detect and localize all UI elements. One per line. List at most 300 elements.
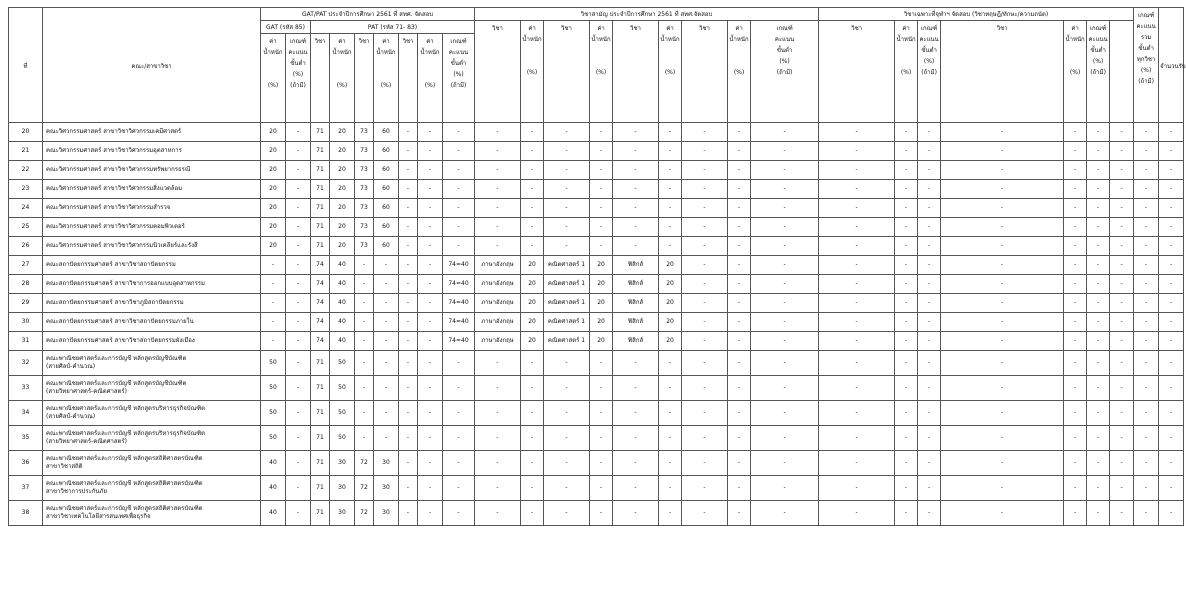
table-cell: - — [475, 501, 521, 526]
table-cell: 71 — [311, 401, 330, 426]
table-cell: - — [941, 351, 1064, 376]
table-cell: 50 — [330, 401, 355, 426]
table-cell: - — [1110, 199, 1134, 218]
table-row — [9, 180, 1184, 199]
table-cell: - — [475, 351, 521, 376]
table-cell: - — [355, 275, 374, 294]
table-cell: - — [728, 332, 751, 351]
table-cell: - — [751, 180, 819, 199]
table-cell: 71 — [311, 451, 330, 476]
table-cell: - — [1110, 476, 1134, 501]
table-cell: - — [751, 501, 819, 526]
table-cell: - — [682, 180, 728, 199]
table-cell: - — [819, 142, 895, 161]
row-number: 20 — [9, 123, 43, 142]
table-cell: - — [895, 401, 918, 426]
table-cell: 50 — [330, 426, 355, 451]
table-cell: - — [819, 275, 895, 294]
table-cell: - — [819, 180, 895, 199]
program-name — [43, 401, 261, 426]
table-cell: - — [1134, 199, 1159, 218]
table-cell: - — [1134, 351, 1159, 376]
table-cell: - — [728, 142, 751, 161]
table-cell: - — [544, 501, 590, 526]
table-cell: 40 — [330, 332, 355, 351]
row-number: 32 — [9, 351, 43, 376]
table-cell: - — [443, 142, 475, 161]
table-cell: - — [659, 501, 682, 526]
table-cell: - — [1134, 401, 1159, 426]
group-header-special-subjects: วิชาเฉพาะที่จุฬาฯ จัดสอบ (วิชาทฤษฎี/ทักษะ/ความถนัด) — [819, 8, 1134, 21]
table-cell: - — [613, 476, 659, 501]
program-name-line: คณะวิศวกรรมศาสตร์ สาขาวิชาวิศวกรรมคอมพิวเตอร์ — [46, 223, 185, 230]
table-cell: - — [1159, 142, 1184, 161]
table-cell: - — [895, 142, 918, 161]
table-cell: - — [613, 142, 659, 161]
table-cell: - — [728, 199, 751, 218]
table-cell: - — [475, 142, 521, 161]
col-header-weight: ค่า น้ำหนัก (%) — [1064, 21, 1087, 123]
table-cell: - — [286, 256, 311, 275]
table-cell: - — [286, 376, 311, 401]
table-cell: 71 — [311, 237, 330, 256]
table-row — [9, 401, 1184, 426]
table-cell: - — [443, 451, 475, 476]
table-cell: 40 — [261, 501, 286, 526]
table-cell: 20 — [659, 294, 682, 313]
table-cell: - — [418, 501, 443, 526]
table-cell: - — [941, 180, 1064, 199]
table-cell: - — [443, 161, 475, 180]
table-cell: - — [659, 161, 682, 180]
table-cell: - — [418, 237, 443, 256]
table-cell: - — [1110, 401, 1134, 426]
table-cell: - — [418, 401, 443, 426]
table-cell: - — [590, 426, 613, 451]
table-cell: - — [613, 426, 659, 451]
table-cell: - — [918, 401, 941, 426]
col-header-subject: วิชา — [941, 21, 1064, 123]
table-cell: - — [521, 161, 544, 180]
table-cell: - — [1134, 142, 1159, 161]
row-number: 31 — [9, 332, 43, 351]
table-cell: - — [374, 313, 399, 332]
table-cell: - — [1087, 199, 1110, 218]
program-name — [43, 451, 261, 476]
table-cell: - — [475, 376, 521, 401]
table-cell: - — [374, 401, 399, 426]
table-cell: - — [659, 180, 682, 199]
table-cell: - — [475, 123, 521, 142]
table-cell: - — [590, 476, 613, 501]
table-cell: - — [544, 142, 590, 161]
table-cell: - — [1134, 313, 1159, 332]
table-cell: - — [1134, 161, 1159, 180]
table-cell: - — [443, 376, 475, 401]
table-cell: - — [1064, 123, 1087, 142]
table-cell: - — [399, 294, 418, 313]
table-cell: 20 — [330, 218, 355, 237]
table-cell: 20 — [659, 313, 682, 332]
table-cell: 20 — [261, 237, 286, 256]
table-cell: 60 — [374, 218, 399, 237]
table-cell: 20 — [261, 218, 286, 237]
table-cell: - — [1064, 142, 1087, 161]
row-number: 35 — [9, 426, 43, 451]
table-cell: - — [1134, 294, 1159, 313]
program-name-line: สาขาวิชาสถิติ — [46, 463, 83, 470]
table-cell: 72 — [355, 451, 374, 476]
table-cell: - — [751, 451, 819, 476]
table-cell: - — [1159, 294, 1184, 313]
subgroup-header-gat: GAT (รหัส 85) — [261, 21, 311, 34]
table-cell: - — [399, 451, 418, 476]
table-cell: - — [682, 237, 728, 256]
table-cell: - — [941, 476, 1064, 501]
table-cell: - — [418, 376, 443, 401]
program-name-line: คณะวิศวกรรมศาสตร์ สาขาวิชาวิศวกรรมสิ่งแวดล้อม — [46, 185, 183, 192]
table-cell: - — [682, 142, 728, 161]
table-cell: - — [1064, 451, 1087, 476]
table-cell: 30 — [374, 476, 399, 501]
table-cell: 71 — [311, 476, 330, 501]
table-cell: - — [1159, 451, 1184, 476]
table-cell: - — [418, 161, 443, 180]
subgroup-header-pat: PAT (รหัส 71- 83) — [311, 21, 475, 34]
col-header-total-min-score: เกณฑ์ คะแนน รวม ขั้นต่ำ ทุกวิชา (%) (ถ้ามี) — [1134, 8, 1159, 123]
table-cell: - — [475, 199, 521, 218]
program-name — [43, 237, 261, 256]
program-name — [43, 332, 261, 351]
table-cell: - — [819, 237, 895, 256]
program-name-line: (สายศิลป์-คำนวณ) — [46, 363, 96, 370]
table-cell: 20 — [659, 256, 682, 275]
row-number: 24 — [9, 199, 43, 218]
table-cell: - — [895, 180, 918, 199]
table-cell: - — [399, 237, 418, 256]
table-cell: - — [1159, 426, 1184, 451]
table-cell: 40 — [330, 294, 355, 313]
table-cell: - — [918, 426, 941, 451]
table-cell: - — [521, 476, 544, 501]
table-cell: - — [895, 199, 918, 218]
table-cell: - — [751, 199, 819, 218]
table-cell: - — [895, 237, 918, 256]
program-name-line: คณะสถาปัตยกรรมศาสตร์ สาขาวิชาสถาปัตยกรรม — [46, 261, 176, 268]
table-cell: คณิตศาสตร์ 1 — [544, 275, 590, 294]
table-cell: - — [1134, 476, 1159, 501]
table-cell: - — [443, 501, 475, 526]
program-name-line: คณะวิศวกรรมศาสตร์ สาขาวิชาวิศวกรรมทรัพยากรธรณี — [46, 166, 191, 173]
table-cell: - — [355, 426, 374, 451]
table-row — [9, 256, 1184, 275]
table-cell: - — [941, 376, 1064, 401]
table-cell: 71 — [311, 142, 330, 161]
col-header-min-score: เกณฑ์ คะแนน ขั้นต่ำ (%) (ถ้ามี) — [286, 34, 311, 123]
table-cell: 71 — [311, 199, 330, 218]
table-cell: - — [819, 218, 895, 237]
table-cell: - — [728, 426, 751, 451]
table-cell: 20 — [590, 313, 613, 332]
table-cell: 74 — [311, 294, 330, 313]
table-cell: - — [399, 313, 418, 332]
table-cell: - — [918, 313, 941, 332]
table-cell: - — [399, 401, 418, 426]
table-cell: 60 — [374, 142, 399, 161]
table-cell: - — [1087, 180, 1110, 199]
table-cell: - — [544, 180, 590, 199]
table-cell: - — [682, 123, 728, 142]
table-cell: - — [613, 218, 659, 237]
table-cell: - — [399, 256, 418, 275]
table-cell: - — [1064, 401, 1087, 426]
table-cell: - — [1159, 180, 1184, 199]
table-cell: - — [682, 313, 728, 332]
table-cell: - — [819, 351, 895, 376]
table-cell: 50 — [330, 376, 355, 401]
table-cell: - — [941, 142, 1064, 161]
table-cell: 74 — [311, 275, 330, 294]
table-cell: 40 — [261, 451, 286, 476]
table-cell: 73 — [355, 237, 374, 256]
table-cell: - — [751, 294, 819, 313]
table-cell: - — [728, 451, 751, 476]
table-cell: - — [544, 161, 590, 180]
table-cell: - — [941, 451, 1064, 476]
table-cell: - — [941, 294, 1064, 313]
col-header-subject: วิชา — [819, 21, 895, 123]
table-cell: 71 — [311, 376, 330, 401]
table-cell: 30 — [330, 501, 355, 526]
table-cell: - — [399, 351, 418, 376]
table-cell: - — [355, 332, 374, 351]
table-cell: - — [443, 476, 475, 501]
table-cell: - — [1159, 161, 1184, 180]
col-header-weight: ค่า น้ำหนัก (%) — [330, 34, 355, 123]
table-cell: - — [590, 451, 613, 476]
table-cell: - — [286, 476, 311, 501]
table-cell: 40 — [330, 313, 355, 332]
table-cell: - — [728, 476, 751, 501]
table-cell: - — [728, 161, 751, 180]
table-cell: คณิตศาสตร์ 1 — [544, 256, 590, 275]
table-cell: - — [418, 218, 443, 237]
table-cell: - — [895, 451, 918, 476]
table-cell: - — [918, 161, 941, 180]
admission-criteria-sheet — [8, 7, 1186, 526]
row-number: 30 — [9, 313, 43, 332]
table-cell: ฟิสิกส์ — [613, 294, 659, 313]
table-cell: - — [1110, 256, 1134, 275]
table-cell: - — [682, 275, 728, 294]
table-cell: - — [399, 376, 418, 401]
table-cell: - — [751, 142, 819, 161]
table-cell: - — [941, 332, 1064, 351]
table-cell: - — [590, 376, 613, 401]
table-cell: - — [1064, 199, 1087, 218]
table-cell: 20 — [261, 180, 286, 199]
table-cell: - — [751, 351, 819, 376]
table-cell: - — [895, 313, 918, 332]
table-cell: - — [590, 237, 613, 256]
table-cell: 50 — [261, 426, 286, 451]
table-cell: - — [590, 123, 613, 142]
table-cell: - — [819, 161, 895, 180]
table-cell: - — [613, 376, 659, 401]
table-cell: 30 — [374, 501, 399, 526]
table-cell: 71 — [311, 123, 330, 142]
table-cell: - — [751, 123, 819, 142]
program-name — [43, 313, 261, 332]
table-cell: - — [286, 451, 311, 476]
col-header-quota: จำนวนรับ — [1159, 8, 1184, 123]
table-cell: - — [659, 476, 682, 501]
table-cell: 30 — [374, 451, 399, 476]
table-cell: - — [374, 256, 399, 275]
table-cell: - — [682, 161, 728, 180]
table-cell: - — [443, 218, 475, 237]
row-number: 36 — [9, 451, 43, 476]
table-cell: 71 — [311, 501, 330, 526]
col-header-program: คณะ/สาขาวิชา — [43, 8, 261, 123]
table-cell: 50 — [261, 401, 286, 426]
table-cell: 20 — [261, 199, 286, 218]
table-cell: 74=40 — [443, 294, 475, 313]
col-header-subject: วิชา — [475, 21, 521, 123]
table-cell: - — [1134, 218, 1159, 237]
table-cell: - — [728, 218, 751, 237]
table-cell: - — [399, 161, 418, 180]
table-cell: - — [1064, 476, 1087, 501]
table-cell: - — [659, 376, 682, 401]
program-name — [43, 142, 261, 161]
table-cell: 50 — [330, 351, 355, 376]
program-name — [43, 199, 261, 218]
table-cell: 73 — [355, 161, 374, 180]
program-name-line: สาขาวิชาเทคโนโลยีสารสนเทศเพื่อธุรกิจ — [46, 513, 151, 520]
table-cell: - — [1087, 142, 1110, 161]
table-cell: - — [1087, 237, 1110, 256]
table-cell: - — [544, 351, 590, 376]
col-header-weight: ค่า น้ำหนัก (%) — [728, 21, 751, 123]
table-cell: - — [918, 501, 941, 526]
table-cell: 20 — [590, 256, 613, 275]
table-cell: - — [819, 376, 895, 401]
table-cell: 74=40 — [443, 332, 475, 351]
table-cell: - — [399, 332, 418, 351]
table-cell: 20 — [330, 142, 355, 161]
table-cell: 20 — [521, 275, 544, 294]
table-cell: - — [682, 501, 728, 526]
row-number: 27 — [9, 256, 43, 275]
group-header-common-subjects: วิชาสามัญ ประจำปีการศึกษา 2561 ที่ สทศ.จัดสอบ — [475, 8, 819, 21]
table-cell: - — [286, 218, 311, 237]
table-cell: - — [895, 218, 918, 237]
table-cell: - — [286, 275, 311, 294]
program-name-line: คณะพาณิชยศาสตร์และการบัญชี หลักสูตรสถิติศาสตรบัณฑิต — [46, 455, 203, 462]
table-cell: - — [728, 313, 751, 332]
row-number: 28 — [9, 275, 43, 294]
table-cell: - — [819, 501, 895, 526]
table-cell: - — [682, 401, 728, 426]
table-cell: - — [261, 256, 286, 275]
table-cell: - — [895, 351, 918, 376]
table-cell: - — [1159, 256, 1184, 275]
table-cell: - — [1134, 426, 1159, 451]
col-header-min-score: เกณฑ์ คะแนน ขั้นต่ำ (%) (ถ้ามี) — [918, 21, 941, 123]
table-cell: - — [751, 313, 819, 332]
table-cell: ภาษาอังกฤษ — [475, 275, 521, 294]
table-cell: 71 — [311, 426, 330, 451]
table-cell: - — [1159, 476, 1184, 501]
table-cell: 40 — [261, 476, 286, 501]
table-cell: 71 — [311, 161, 330, 180]
table-cell: - — [1159, 332, 1184, 351]
table-cell: - — [1110, 426, 1134, 451]
table-cell: - — [682, 376, 728, 401]
table-cell: - — [682, 294, 728, 313]
table-cell: - — [918, 275, 941, 294]
table-cell: - — [751, 332, 819, 351]
table-cell: - — [918, 376, 941, 401]
table-cell: - — [659, 199, 682, 218]
program-name-line: คณะพาณิชยศาสตร์และการบัญชี หลักสูตรสถิติศาสตรบัณฑิต — [46, 480, 203, 487]
table-cell: - — [286, 142, 311, 161]
col-header-subject: วิชา — [544, 21, 590, 123]
table-cell: - — [941, 501, 1064, 526]
table-cell: - — [819, 199, 895, 218]
table-cell: - — [261, 313, 286, 332]
col-header-subject: วิชา — [355, 34, 374, 123]
table-cell: - — [895, 294, 918, 313]
table-cell: - — [355, 313, 374, 332]
table-cell: - — [659, 451, 682, 476]
table-cell: - — [443, 401, 475, 426]
program-name-line: คณะพาณิชยศาสตร์และการบัญชี หลักสูตรสถิติศาสตรบัณฑิต — [46, 505, 203, 512]
table-cell: - — [1064, 161, 1087, 180]
program-name-line: คณะพาณิชยศาสตร์และการบัญชี หลักสูตรบัญชีบัณฑิต — [46, 380, 187, 387]
row-number: 33 — [9, 376, 43, 401]
table-cell: - — [1110, 351, 1134, 376]
table-cell: - — [544, 218, 590, 237]
table-cell: 60 — [374, 237, 399, 256]
table-cell: - — [613, 180, 659, 199]
table-cell: - — [751, 376, 819, 401]
table-cell: - — [1159, 237, 1184, 256]
table-cell: - — [286, 123, 311, 142]
table-cell: - — [443, 199, 475, 218]
program-name-line: คณะสถาปัตยกรรมศาสตร์ สาขาวิชาสถาปัตยกรรมภายใน — [46, 318, 194, 325]
table-cell: - — [1110, 218, 1134, 237]
table-cell: - — [443, 180, 475, 199]
table-cell: - — [590, 218, 613, 237]
table-cell: ฟิสิกส์ — [613, 332, 659, 351]
table-cell: - — [918, 123, 941, 142]
table-cell: 71 — [311, 351, 330, 376]
program-name — [43, 426, 261, 451]
table-cell: - — [544, 426, 590, 451]
table-cell: - — [590, 199, 613, 218]
table-cell: - — [521, 180, 544, 199]
table-cell: - — [1087, 332, 1110, 351]
program-name-line: คณะพาณิชยศาสตร์และการบัญชี หลักสูตรบริหารธุรกิจบัณฑิต — [46, 405, 206, 412]
table-cell: - — [1134, 275, 1159, 294]
table-cell: คณิตศาสตร์ 1 — [544, 313, 590, 332]
table-cell: 20 — [330, 123, 355, 142]
table-cell: ภาษาอังกฤษ — [475, 256, 521, 275]
table-cell: - — [286, 351, 311, 376]
table-cell: - — [399, 275, 418, 294]
